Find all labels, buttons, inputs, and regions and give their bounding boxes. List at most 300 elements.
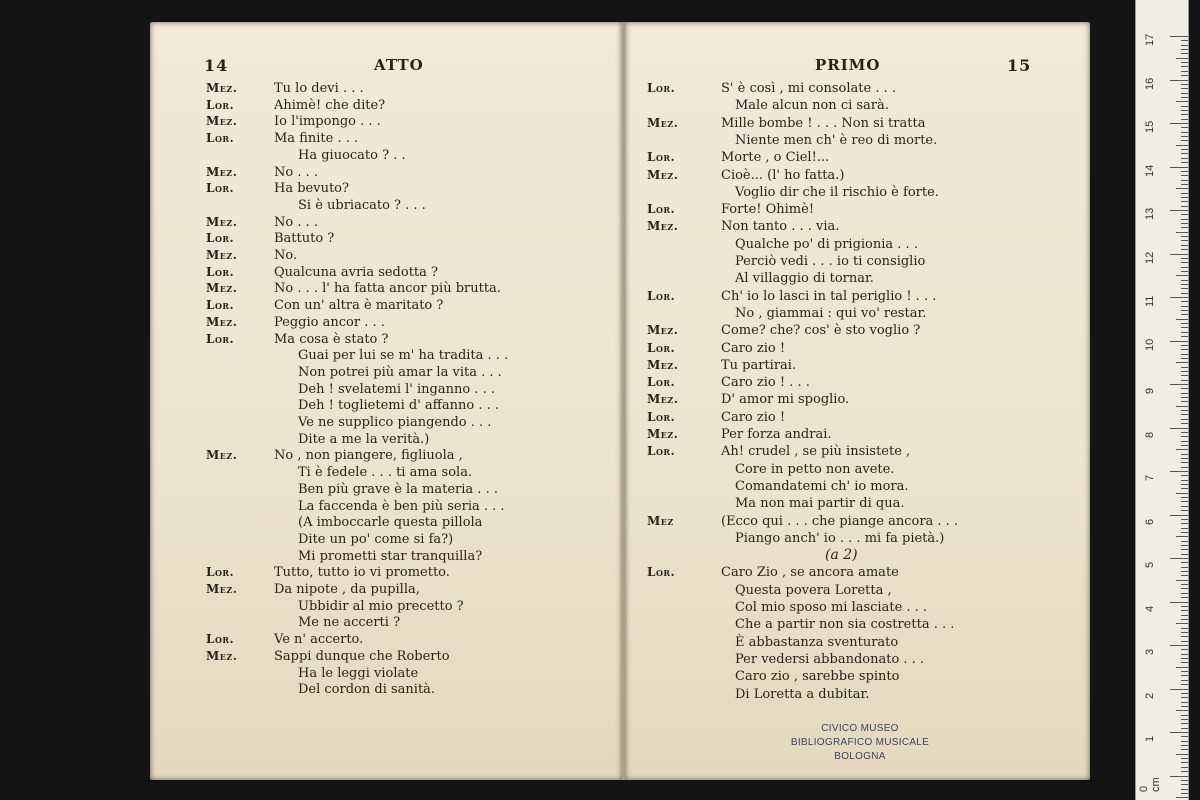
dialogue-text: Non potrei più amar la vita . . . bbox=[298, 364, 502, 380]
ruler-tick bbox=[1181, 327, 1188, 328]
speaker-name: Lor. bbox=[647, 202, 676, 217]
dialogue-text: Sappi dunque che Roberto bbox=[274, 648, 450, 664]
dialogue-text: Io l'impongo . . . bbox=[274, 114, 381, 130]
ruler-tick bbox=[1181, 562, 1188, 563]
ruler-tick bbox=[1170, 689, 1188, 690]
ruler-tick bbox=[1181, 371, 1188, 372]
ruler-tick bbox=[1181, 136, 1188, 137]
ruler-tick bbox=[1181, 206, 1188, 207]
ruler-tick bbox=[1181, 240, 1188, 241]
ruler-tick bbox=[1181, 49, 1188, 50]
dialogue-text: Ha giuocato ? . . bbox=[298, 147, 406, 163]
ruler-tick bbox=[1176, 406, 1188, 407]
ruler-tick bbox=[1181, 749, 1188, 750]
script-line bbox=[150, 80, 622, 97]
ruler-tick bbox=[1181, 615, 1188, 616]
speaker-name: Mez. bbox=[647, 167, 679, 182]
ruler-tick bbox=[1181, 354, 1188, 355]
dialogue-text: Da nipote , da pupilla, bbox=[274, 582, 420, 597]
ruler-tick bbox=[1181, 158, 1188, 159]
dialogue-text: Caro Zio , se ancora amate bbox=[721, 565, 899, 581]
ruler-tick bbox=[1176, 536, 1188, 537]
dialogue-text: Male alcun non ci sarà. bbox=[735, 98, 889, 114]
ruler-tick bbox=[1176, 667, 1188, 668]
ruler-tick bbox=[1181, 258, 1188, 259]
ruler-tick bbox=[1170, 210, 1188, 211]
dialogue-text: È abbastanza sventurato bbox=[735, 634, 899, 650]
ruler-tick bbox=[1181, 571, 1188, 572]
dialogue-text: Piango anch' io . . . mi fa pietà.) bbox=[735, 530, 945, 546]
ruler-tick bbox=[1170, 515, 1188, 516]
ruler-label: 4 bbox=[1144, 605, 1156, 612]
ruler-tick bbox=[1181, 397, 1188, 398]
speaker-name: Mez. bbox=[206, 81, 238, 95]
dialogue-text: (a 2) bbox=[825, 547, 858, 564]
script-line bbox=[150, 214, 622, 231]
ruler-tick bbox=[1181, 736, 1188, 737]
ruler-tick bbox=[1181, 488, 1188, 489]
ruler-tick bbox=[1176, 101, 1188, 102]
dialogue-text: Caro zio ! . . . bbox=[721, 375, 810, 391]
script-line bbox=[150, 97, 622, 114]
speaker-name: Mez. bbox=[206, 114, 238, 129]
script-line bbox=[150, 147, 622, 164]
dialogue-text: Voglio dir che il rischio è forte. bbox=[735, 184, 939, 200]
ruler-tick bbox=[1181, 680, 1188, 681]
dialogue-text: Si è ubriacato ? . . . bbox=[298, 197, 426, 213]
dialogue-text: No . . . bbox=[274, 164, 318, 180]
dialogue-text: Ahimè! che dite? bbox=[274, 97, 386, 113]
dialogue-text: S' è così , mi consolate . . . bbox=[721, 81, 896, 96]
script-line bbox=[150, 614, 622, 631]
speaker-name: Lor. bbox=[206, 264, 235, 279]
dialogue-text: Guai per lui se m' ha tradita . . . bbox=[298, 348, 509, 364]
ruler-tick bbox=[1181, 153, 1188, 154]
ruler-tick bbox=[1181, 436, 1188, 437]
script-line bbox=[625, 184, 1090, 201]
dialogue-text: Core in petto non avete. bbox=[735, 461, 895, 477]
ruler-label: 3 bbox=[1144, 648, 1156, 655]
ruler-tick bbox=[1181, 193, 1188, 194]
ruler-tick bbox=[1181, 467, 1188, 468]
script-line bbox=[625, 288, 1090, 305]
ruler-tick bbox=[1181, 280, 1188, 281]
ruler-tick bbox=[1181, 223, 1188, 224]
ruler-tick bbox=[1170, 297, 1188, 298]
speaker-name: Lor. bbox=[647, 150, 676, 165]
ruler-tick bbox=[1181, 71, 1188, 72]
ruler-tick bbox=[1181, 227, 1188, 228]
ruler-tick bbox=[1181, 288, 1188, 289]
measurement-ruler bbox=[1135, 0, 1189, 800]
ruler-tick bbox=[1181, 284, 1188, 285]
dialogue-text: Del cordon di sanità. bbox=[298, 682, 436, 698]
script-line bbox=[150, 681, 622, 698]
speaker-name: Lor. bbox=[206, 97, 235, 112]
ruler-tick bbox=[1181, 575, 1188, 576]
script-line bbox=[150, 665, 622, 682]
ruler-tick bbox=[1176, 58, 1188, 59]
script-line bbox=[625, 426, 1090, 443]
ruler-tick bbox=[1170, 123, 1188, 124]
dialogue-text: Caro zio ! bbox=[721, 340, 786, 356]
ruler-tick bbox=[1181, 545, 1188, 546]
dialogue-text: (A imboccarle questa pillola bbox=[298, 515, 483, 531]
ruler-tick bbox=[1181, 706, 1188, 707]
ruler-tick bbox=[1181, 310, 1188, 311]
ruler-tick bbox=[1181, 375, 1188, 376]
dialogue-text: Morte , o Ciel!... bbox=[721, 150, 830, 166]
ruler-tick bbox=[1181, 697, 1188, 698]
dialogue-text: Mille bombe ! . . . Non si tratta bbox=[721, 115, 926, 131]
script-line bbox=[150, 581, 622, 598]
ruler-tick bbox=[1181, 741, 1188, 742]
dialogue-text: Qualche po' di prigionia . . . bbox=[735, 236, 918, 252]
dialogue-text: Qualcuna avria sedotta ? bbox=[274, 264, 439, 280]
speaker-name: Mez. bbox=[206, 582, 238, 596]
ruler-tick bbox=[1181, 519, 1188, 520]
ruler-tick bbox=[1181, 610, 1188, 611]
ruler-tick bbox=[1181, 432, 1188, 433]
ruler-tick bbox=[1181, 336, 1188, 337]
script-line bbox=[625, 443, 1090, 460]
script-line bbox=[150, 631, 622, 648]
script-line bbox=[150, 648, 622, 665]
dialogue-text: Per forza andrai. bbox=[721, 427, 832, 442]
script-line bbox=[150, 464, 622, 481]
script-line bbox=[150, 431, 622, 448]
page-number-right: 15 bbox=[1007, 56, 1032, 75]
ruler-tick bbox=[1181, 323, 1188, 324]
ruler-label: 2 bbox=[1144, 692, 1156, 699]
script-line bbox=[625, 530, 1090, 547]
right-page bbox=[625, 22, 1090, 780]
ruler-tick bbox=[1170, 732, 1188, 733]
ruler-tick bbox=[1176, 145, 1188, 146]
script-line bbox=[150, 230, 622, 247]
script-line bbox=[625, 270, 1090, 287]
script-line bbox=[625, 201, 1090, 218]
script-line bbox=[625, 547, 1090, 564]
ruler-tick bbox=[1170, 254, 1188, 255]
ruler-tick bbox=[1181, 532, 1188, 533]
ruler-tick bbox=[1176, 754, 1188, 755]
ruler-tick bbox=[1181, 784, 1188, 785]
ruler-tick bbox=[1176, 580, 1188, 581]
ruler-tick bbox=[1170, 384, 1188, 385]
ruler-tick bbox=[1181, 588, 1188, 589]
ruler-tick bbox=[1181, 184, 1188, 185]
script-line bbox=[625, 340, 1090, 357]
ruler-tick bbox=[1181, 758, 1188, 759]
script-line bbox=[625, 582, 1090, 599]
ruler-label: 7 bbox=[1144, 474, 1156, 481]
ruler-tick bbox=[1181, 393, 1188, 394]
speaker-name: Lor. bbox=[647, 375, 676, 390]
script-line bbox=[150, 397, 622, 414]
script-line bbox=[625, 668, 1090, 685]
ruler-tick bbox=[1176, 319, 1188, 320]
ruler-tick bbox=[1181, 249, 1188, 250]
ruler-tick bbox=[1181, 162, 1188, 163]
ruler-tick bbox=[1176, 623, 1188, 624]
page-header-left: ATTO bbox=[374, 56, 424, 74]
script-line bbox=[625, 599, 1090, 616]
dialogue-text: Ma finite . . . bbox=[274, 131, 359, 147]
script-line bbox=[150, 314, 622, 331]
ruler-label: 1 bbox=[1144, 735, 1156, 742]
ruler-tick bbox=[1181, 523, 1188, 524]
ruler-tick bbox=[1181, 45, 1188, 46]
ruler-label: 5 bbox=[1144, 561, 1156, 568]
ruler-tick bbox=[1181, 419, 1188, 420]
speaker-name: Lor. bbox=[206, 632, 235, 647]
dialogue-text: Ve n' accerto. bbox=[274, 632, 364, 648]
ruler-tick bbox=[1181, 662, 1188, 663]
script-line bbox=[625, 132, 1090, 149]
ruler-tick bbox=[1181, 66, 1188, 67]
script-line bbox=[150, 564, 622, 581]
ruler-tick bbox=[1170, 428, 1188, 429]
ruler-tick bbox=[1181, 293, 1188, 294]
dialogue-text: Dite un po' come si fa?) bbox=[298, 531, 454, 547]
ruler-label: 17 bbox=[1144, 33, 1156, 46]
dialogue-text: Non tanto . . . via. bbox=[721, 219, 840, 235]
ruler-tick bbox=[1181, 541, 1188, 542]
ruler-tick bbox=[1181, 793, 1188, 794]
ruler-tick bbox=[1181, 693, 1188, 694]
dialogue-text: No. bbox=[274, 248, 298, 263]
dialogue-text: Me ne accerti ? bbox=[298, 615, 401, 631]
ruler-tick bbox=[1181, 715, 1188, 716]
stamp-line-3: BOLOGNA bbox=[834, 751, 886, 762]
speaker-name: Lor. bbox=[206, 231, 235, 246]
ruler-tick bbox=[1181, 497, 1188, 498]
dialogue-text: No . . . l' ha fatta ancor più brutta. bbox=[274, 281, 501, 297]
dialogue-text: Che a partir non sia costretta . . . bbox=[735, 617, 955, 633]
ruler-tick bbox=[1181, 140, 1188, 141]
ruler-tick bbox=[1181, 728, 1188, 729]
ruler-tick bbox=[1181, 745, 1188, 746]
dialogue-text: Questa povera Loretta , bbox=[735, 582, 892, 598]
dialogue-text: Ha bevuto? bbox=[274, 181, 349, 197]
dialogue-text: Perciò vedi . . . io ti consiglio bbox=[735, 254, 926, 269]
dialogue-text: Niente men ch' è reo di morte. bbox=[735, 132, 938, 148]
script-line bbox=[150, 280, 622, 297]
ruler-tick bbox=[1181, 414, 1188, 415]
ruler-tick bbox=[1181, 410, 1188, 411]
dialogue-text: D' amor mi spoglio. bbox=[721, 392, 850, 408]
script-line bbox=[150, 113, 622, 130]
ruler-tick bbox=[1181, 367, 1188, 368]
dialogue-text: Deh ! svelatemi l' inganno . . . bbox=[298, 381, 495, 397]
ruler-tick bbox=[1181, 132, 1188, 133]
ruler-tick bbox=[1181, 201, 1188, 202]
script-line bbox=[150, 514, 622, 531]
ruler-tick bbox=[1181, 780, 1188, 781]
script-line bbox=[150, 347, 622, 364]
speaker-name: Lor. bbox=[206, 298, 235, 313]
script-line bbox=[625, 305, 1090, 322]
ruler-tick bbox=[1181, 702, 1188, 703]
ruler-tick bbox=[1170, 471, 1188, 472]
ruler-label: 8 bbox=[1144, 431, 1156, 438]
script-line bbox=[625, 167, 1090, 184]
ruler-tick bbox=[1181, 197, 1188, 198]
script-line bbox=[150, 197, 622, 214]
ruler-tick bbox=[1181, 301, 1188, 302]
dialogue-text: Tutto, tutto io vi prometto. bbox=[274, 565, 450, 581]
script-line bbox=[625, 218, 1090, 235]
ruler-tick bbox=[1181, 767, 1188, 768]
dialogue-text: Cioè... (l' ho fatta.) bbox=[721, 167, 845, 183]
ruler-tick bbox=[1181, 423, 1188, 424]
ruler-tick bbox=[1181, 723, 1188, 724]
ruler-tick bbox=[1181, 789, 1188, 790]
script-line bbox=[625, 409, 1090, 426]
speaker-name: Lor. bbox=[206, 131, 235, 146]
ruler-tick bbox=[1181, 628, 1188, 629]
ruler-tick bbox=[1181, 358, 1188, 359]
ruler-label: 16 bbox=[1144, 77, 1156, 90]
ruler-tick bbox=[1181, 675, 1188, 676]
ruler-tick bbox=[1176, 797, 1188, 798]
ruler-tick bbox=[1176, 275, 1188, 276]
dialogue-text: Al villaggio di tornar. bbox=[735, 271, 874, 287]
dialogue-text: Caro zio , sarebbe spinto bbox=[735, 669, 900, 685]
dialogue-text: No , non piangere, figliuola , bbox=[274, 448, 463, 464]
ruler-tick bbox=[1181, 719, 1188, 720]
ruler-tick bbox=[1181, 671, 1188, 672]
ruler-tick bbox=[1181, 684, 1188, 685]
ruler-tick bbox=[1181, 593, 1188, 594]
speaker-name: Mez. bbox=[647, 115, 679, 130]
ruler-tick bbox=[1181, 219, 1188, 220]
script-line bbox=[150, 264, 622, 281]
ruler-label: 10 bbox=[1144, 338, 1156, 351]
ruler-tick bbox=[1181, 454, 1188, 455]
speaker-name: Mez. bbox=[647, 427, 679, 441]
dialogue-text: Peggio ancor . . . bbox=[274, 314, 385, 330]
ruler-tick bbox=[1176, 493, 1188, 494]
ruler-tick bbox=[1181, 93, 1188, 94]
ruler-tick bbox=[1181, 245, 1188, 246]
ruler-label: 12 bbox=[1144, 251, 1156, 264]
ruler-tick bbox=[1181, 110, 1188, 111]
ruler-tick bbox=[1170, 167, 1188, 168]
dialogue-text: Per vedersi abbandonato . . . bbox=[735, 651, 925, 667]
ruler-tick bbox=[1170, 645, 1188, 646]
left-page bbox=[150, 22, 622, 780]
ruler-tick bbox=[1181, 528, 1188, 529]
ruler-tick bbox=[1181, 114, 1188, 115]
dialogue-text: Ben più grave è la materia . . . bbox=[298, 481, 498, 497]
dialogue-text: Ve ne supplico piangendo . . . bbox=[298, 415, 492, 430]
ruler-tick bbox=[1181, 180, 1188, 181]
ruler-tick bbox=[1181, 480, 1188, 481]
script-line bbox=[625, 478, 1090, 495]
speaker-name: Lor. bbox=[206, 181, 235, 196]
script-line bbox=[150, 481, 622, 498]
ruler-tick bbox=[1181, 762, 1188, 763]
ruler-tick bbox=[1181, 636, 1188, 637]
dialogue-text: (Ecco qui . . . che piange ancora . . . bbox=[721, 513, 959, 529]
dialogue-text: Ubbidir al mio precetto ? bbox=[298, 598, 464, 614]
script-line bbox=[150, 598, 622, 615]
script-line bbox=[625, 461, 1090, 478]
script-line bbox=[625, 357, 1090, 374]
ruler-tick bbox=[1181, 127, 1188, 128]
ruler-tick bbox=[1181, 349, 1188, 350]
ruler-tick bbox=[1176, 362, 1188, 363]
ruler-tick bbox=[1181, 106, 1188, 107]
speaker-name: Mez. bbox=[647, 219, 679, 234]
script-line bbox=[150, 548, 622, 565]
ruler-tick bbox=[1181, 345, 1188, 346]
speaker-name: Mez bbox=[647, 513, 674, 528]
ruler-tick bbox=[1170, 776, 1188, 777]
dialogue-text: Battuto ? bbox=[274, 231, 335, 247]
dialogue-text: Di Loretta a dubitar. bbox=[735, 686, 870, 702]
dialogue-text: La faccenda è ben più seria . . . bbox=[298, 498, 505, 514]
ruler-tick bbox=[1181, 271, 1188, 272]
speaker-name: Mez. bbox=[206, 248, 238, 262]
speaker-name: Lor. bbox=[647, 444, 676, 459]
dialogue-text: Forte! Ohimè! bbox=[721, 202, 815, 218]
speaker-name: Mez. bbox=[206, 314, 238, 329]
script-line bbox=[625, 564, 1090, 581]
ruler-tick bbox=[1181, 262, 1188, 263]
ruler-tick bbox=[1181, 332, 1188, 333]
speaker-name: Lor. bbox=[647, 81, 676, 95]
ruler-tick bbox=[1176, 188, 1188, 189]
ruler-label: 13 bbox=[1144, 207, 1156, 220]
script-line bbox=[150, 498, 622, 515]
script-line bbox=[625, 149, 1090, 166]
ruler-tick bbox=[1170, 602, 1188, 603]
ruler-tick bbox=[1181, 84, 1188, 85]
ruler-tick bbox=[1181, 771, 1188, 772]
speaker-name: Lor. bbox=[647, 288, 676, 303]
stamp-line-2: BIBLIOGRAFICO MUSICALE bbox=[790, 737, 930, 748]
ruler-label: 0 cm bbox=[1138, 776, 1162, 792]
ruler-tick bbox=[1181, 53, 1188, 54]
dialogue-text: Ch' io lo lasci in tal periglio ! . . . bbox=[721, 288, 937, 304]
ruler-tick bbox=[1181, 314, 1188, 315]
speaker-name: Mez. bbox=[647, 323, 679, 338]
ruler-tick bbox=[1181, 567, 1188, 568]
ruler-tick bbox=[1181, 214, 1188, 215]
ruler-tick bbox=[1181, 171, 1188, 172]
script-line bbox=[625, 115, 1090, 132]
speaker-name: Lor. bbox=[647, 409, 676, 424]
dialogue-text: Ha le leggi violate bbox=[298, 665, 419, 681]
script-line bbox=[150, 364, 622, 381]
ruler-tick bbox=[1181, 584, 1188, 585]
ruler-tick bbox=[1181, 236, 1188, 237]
page-number-left: 14 bbox=[204, 56, 229, 75]
dialogue-text: Comandatemi ch' io mora. bbox=[735, 478, 909, 494]
speaker-name: Lor. bbox=[647, 340, 676, 355]
ruler-tick bbox=[1176, 710, 1188, 711]
library-stamp bbox=[790, 722, 930, 764]
ruler-tick bbox=[1176, 449, 1188, 450]
script-line bbox=[625, 513, 1090, 530]
ruler-tick bbox=[1181, 380, 1188, 381]
ruler-tick bbox=[1181, 306, 1188, 307]
ruler-tick bbox=[1181, 597, 1188, 598]
ruler-label: 11 bbox=[1144, 295, 1156, 307]
